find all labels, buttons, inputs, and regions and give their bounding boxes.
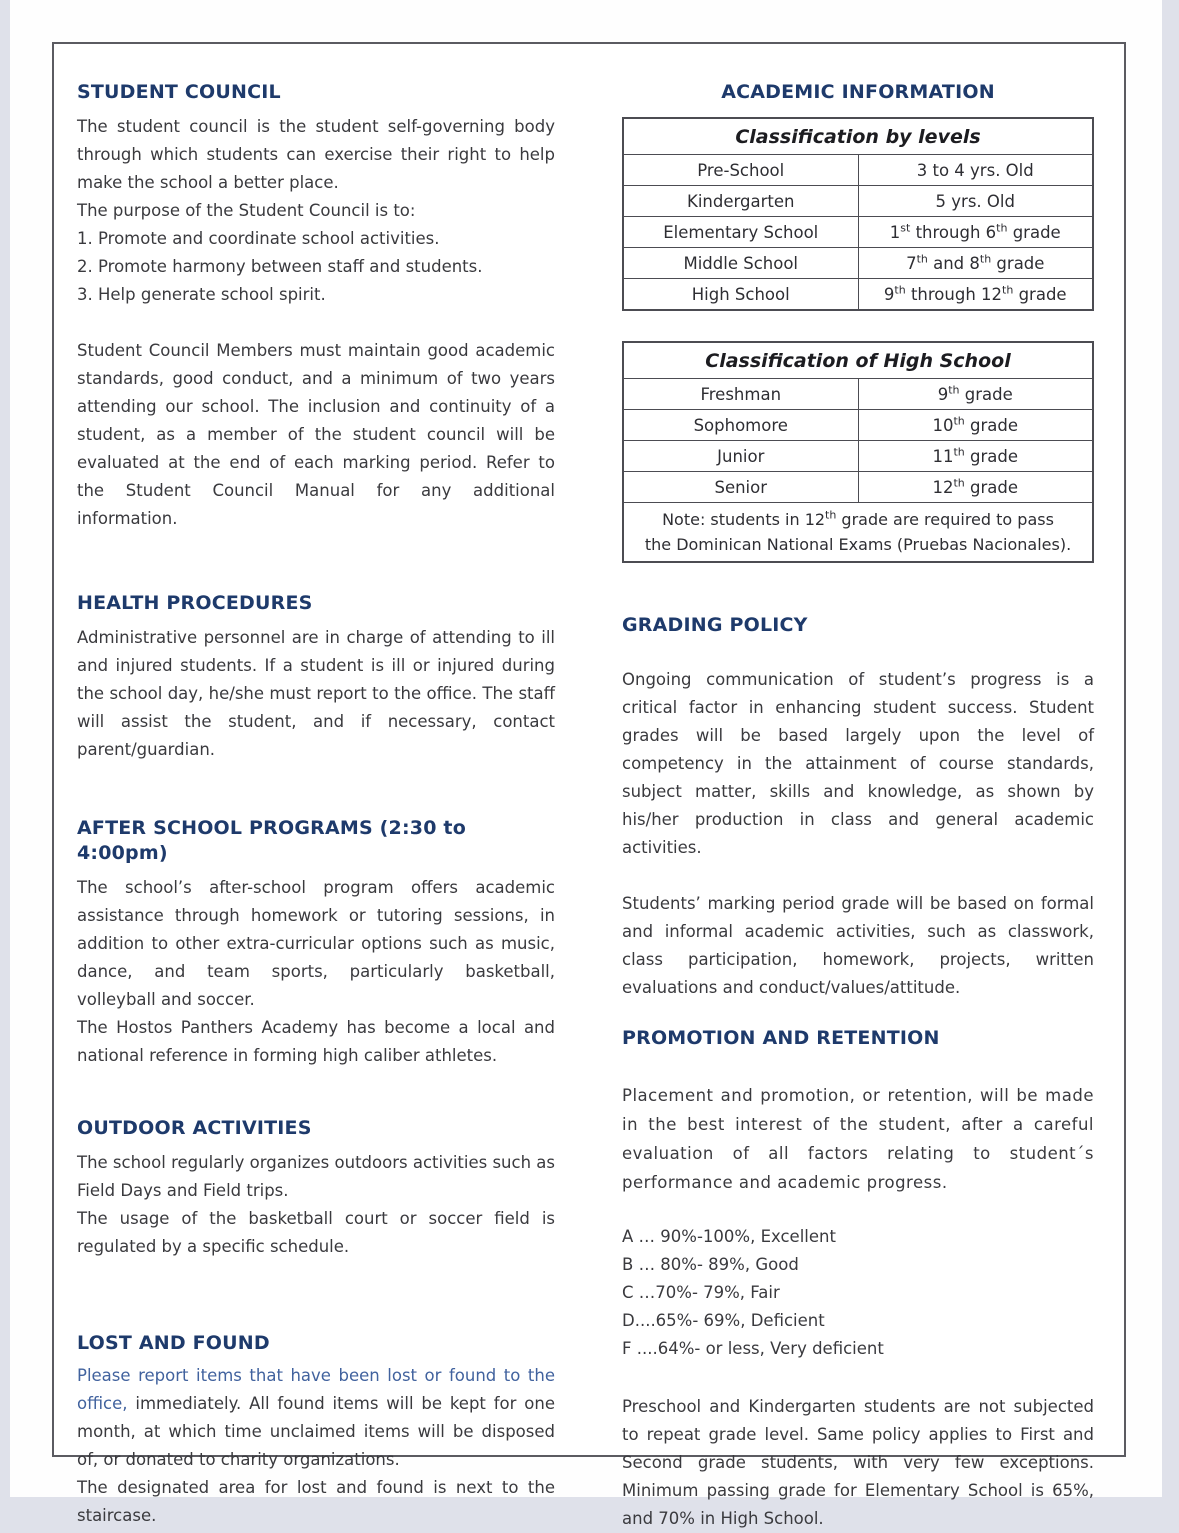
student-council-list-item-2: 2. Promote harmony between staff and students. [77, 257, 483, 276]
promotion-retention-paragraph-2: Preschool and Kindergarten students are not subjected to repeat grade level. Same policy applies to First and Second grade students, with very few exceptions. Minimum passing grade for Elementary School is 65%, and 70% in High School. [622, 1397, 1094, 1528]
grading-policy-paragraph-2: Students’ marking period grade will be based on formal and informal academic activities, such as classwork, class participation, homework, projects, written evaluations and conduct/values/attitude. [622, 894, 1094, 997]
level-value: 7th and 8th grade [858, 248, 1093, 279]
table-row [623, 441, 1093, 472]
classification-of-high-school-table [622, 341, 1094, 563]
grading-policy-heading: GRADING POLICY [622, 614, 808, 636]
section-after-school-programs [77, 816, 555, 1070]
section-student-council [77, 80, 555, 533]
ordinal-suffix: th [916, 252, 928, 265]
student-council-paragraph-2: The purpose of the Student Council is to: [77, 201, 416, 220]
hs-label: Senior [623, 472, 858, 503]
level-label: Pre-School [623, 155, 858, 186]
left-column [77, 44, 555, 1530]
lost-and-found-heading: LOST AND FOUND [77, 1332, 270, 1354]
student-council-list-item-3: 3. Help generate school spirit. [77, 285, 326, 304]
grading-policy-paragraph-1: Ongoing communication of student’s progress is a critical factor in enhancing student success. Student grades will be based largely upon the level of competency in the attainment of course standards, subject matter, skills and knowledge, as shown by his/her production in class and general academic activities. [622, 670, 1094, 857]
lost-and-found-paragraph-2: The designated area for lost and found is next to the staircase. [77, 1478, 555, 1525]
student-council-list-item-1: 1. Promote and coordinate school activities. [77, 229, 440, 248]
outdoor-activities-paragraph-2: The usage of the basketball court or soccer field is regulated by a specific schedule. [77, 1209, 555, 1256]
student-council-paragraph-3: Student Council Members must maintain good academic standards, good conduct, and a minimum of two years attending our school. The inclusion and continuity of a student, as a member of the student council will be evaluated at the end of each marking period. Refer to the Student Council Manual for any additional information. [77, 341, 555, 528]
level-value: 3 to 4 yrs. Old [858, 155, 1093, 186]
academic-information-heading: ACADEMIC INFORMATION [721, 81, 995, 103]
level-label: High School [623, 279, 858, 311]
levels-table-title: Classification by levels [623, 118, 1093, 155]
section-outdoor-activities [77, 1116, 555, 1261]
ordinal-suffix: th [948, 383, 960, 396]
section-lost-and-found [77, 1331, 555, 1530]
student-council-paragraph-1: The student council is the student self-governing body through which students can exercise their right to help make the school a better place. [77, 117, 555, 192]
ordinal-suffix: th [979, 252, 992, 265]
lost-and-found-paragraph-1-rest: immediately. All found items will be kept for one month, at which time unclaimed items will be disposed of, or donated to charity organizations. [77, 1394, 555, 1469]
level-value: 9th through 12th grade [858, 279, 1093, 311]
grade-scale-f: F ....64%- or less, Very deficient [622, 1339, 884, 1358]
promotion-retention-paragraph-1: Placement and promotion, or retention, will be made in the best interest of the student, after a careful evaluation of all factors relating to student´s performance and academic progress. [622, 1086, 1094, 1192]
after-school-paragraph-1: The school’s after-school program offers academic assistance through homework or tutoring sessions, in addition to other extra-curricular options such as music, dance, and team sports, particularly basketball, volleyball and soccer. [77, 878, 555, 1009]
section-grading-policy [622, 613, 1094, 1002]
level-label: Elementary School [623, 217, 858, 248]
grade-scale-b: B … 80%- 89%, Good [622, 1255, 799, 1274]
right-column [622, 44, 1094, 1533]
level-label: Kindergarten [623, 186, 858, 217]
hs-value: 11th grade [858, 441, 1093, 472]
ordinal-suffix: th [953, 445, 965, 458]
page-border-frame [52, 42, 1126, 1528]
table-row [623, 410, 1093, 441]
ordinal-suffix: th [894, 283, 906, 296]
table-row [623, 279, 1093, 311]
section-health-procedures [77, 591, 555, 764]
hs-table-note-line2: the Dominican National Exams (Pruebas Nacionales). [644, 535, 1072, 554]
student-council-heading: STUDENT COUNCIL [77, 81, 281, 103]
grading-scale-list [622, 1223, 1094, 1363]
table-title-row [623, 118, 1093, 155]
table-note-row [623, 503, 1093, 563]
hs-label: Freshman [623, 379, 858, 410]
document-page [10, 0, 1162, 1528]
promotion-retention-heading: PROMOTION AND RETENTION [622, 1027, 940, 1049]
ordinal-suffix: st [900, 221, 911, 234]
table-row [623, 379, 1093, 410]
health-procedures-heading: HEALTH PROCEDURES [77, 592, 313, 614]
level-label: Middle School [623, 248, 858, 279]
table-row [623, 186, 1093, 217]
ordinal-suffix: th [996, 221, 1008, 234]
hs-label: Junior [623, 441, 858, 472]
hs-value: 12th grade [858, 472, 1093, 503]
hs-label: Sophomore [623, 410, 858, 441]
grade-scale-d: D....65%- 69%, Deficient [622, 1311, 825, 1330]
table-row [623, 217, 1093, 248]
grade-scale-a: A … 90%-100%, Excellent [622, 1227, 836, 1246]
table-title-row [623, 342, 1093, 379]
classification-by-levels-table [622, 117, 1094, 311]
table-row [623, 248, 1093, 279]
table-row [623, 472, 1093, 503]
ordinal-suffix: th [825, 508, 837, 522]
health-procedures-paragraph: Administrative personnel are in charge of attending to ill and injured students. If a student is ill or injured during the school day, he/she must report to the office. The staff will assist the student, and if necessary, contact parent/guardian. [77, 628, 555, 759]
ordinal-suffix: th [953, 476, 965, 489]
lost-and-found-paragraph-1 [77, 1362, 555, 1474]
hs-value: 10th grade [858, 410, 1093, 441]
ordinal-suffix: th [953, 414, 965, 427]
grade-scale-c: C …70%- 79%, Fair [622, 1283, 780, 1302]
after-school-paragraph-2: The Hostos Panthers Academy has become a local and national reference in forming high caliber athletes. [77, 1018, 555, 1065]
section-promotion-and-retention [622, 1026, 1094, 1533]
hs-value: 9th grade [858, 379, 1093, 410]
hs-table-note: Note: students in 12th grade are required to pass the Dominican National Exams (Pruebas Nacionales). [623, 503, 1093, 563]
outdoor-activities-paragraph-1: The school regularly organizes outdoors activities such as Field Days and Field trips. [77, 1153, 556, 1200]
table-row [623, 155, 1093, 186]
lost-and-found-blue-sentence: Please report items that have been lost or found to the office, [77, 1366, 555, 1413]
level-value: 5 yrs. Old [858, 186, 1093, 217]
after-school-programs-heading: AFTER SCHOOL PROGRAMS (2:30 to 4:00pm) [77, 817, 466, 864]
level-value: 1st through 6th grade [858, 217, 1093, 248]
ordinal-suffix: th [1002, 283, 1014, 296]
outdoor-activities-heading: OUTDOOR ACTIVITIES [77, 1117, 312, 1139]
hs-table-title: Classification of High School [623, 342, 1093, 379]
